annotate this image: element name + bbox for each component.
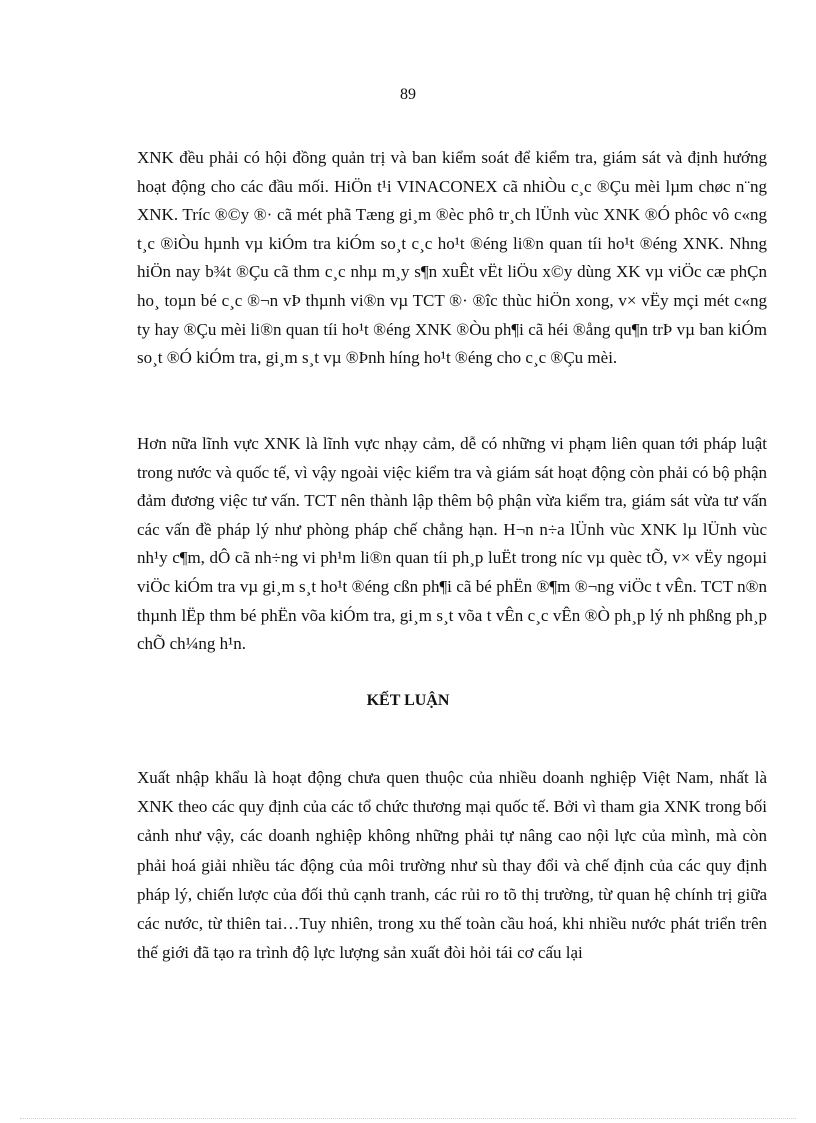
body-paragraph-3: Xuất nhập khẩu là hoạt động chưa quen thuộc của nhiều doanh nghiệp Việt Nam, nhất là XNK theo các quy định của các tổ chức thương mại quốc tế. Bởi vì tham gia XNK trong bối cảnh như vậy, các doanh nghiệp không những phải tự nâng cao nội lực của mình, mà còn phải hoá giải nhiều tác động của môi trường như sù thay đổi và chế định của các quy định pháp lý, chiến lược của đối thủ cạnh tranh, các rủi ro tõ thị trường, từ quan hệ chính trị giữa các nước, từ thiên tai…Tuy nhiên, trong xu thế toàn cầu hoá, khi nhiều nước phát triển trên thế giới đã tạo ra trình độ lực lượng sản xuất đòi hỏi tái cơ cấu lại [137,768,767,963]
body-paragraph-2: Hơn nữa lĩnh vực XNK là lĩnh vực nhạy cảm, dễ có những vi phạm liên quan tới pháp luật trong nước và quốc tế, vì vậy ngoài việc kiểm tra và giám sát hoạt động còn phải có bộ phận đảm đương việc tư vấn. TCT nên thành lập thêm bộ phận vừa kiểm tra, giám sát vừa tư vấn các vấn đề pháp lý như phòng pháp chế chẳng hạn. H¬n n÷a lÜnh vùc XNK lµ lÜnh vùc nh¹y c¶m, dÔ cã nh÷ng vi ph¹m li®n quan tíi ph¸p luËt trong níc vµ quèc tÕ, v× vËy ngoµi viÖc kiÓm tra vµ gi¸m s¸t ho¹t ®éng cßn ph¶i cã bé phËn ®¶m ®¬ng viÖc t vÊn. TCT n®n thµnh lËp thm bé phËn võa kiÓm tra, gi¸m s¸t võa t vÊn c¸c vÊn ®Ò ph¸p lý nh phßng ph¸p chÕ ch¼ng h¹n. [137,434,767,654]
body-paragraph-1: XNK đều phải có hội đồng quản trị và ban kiểm soát để kiểm tra, giám sát và định hướng hoạt động cho các đầu mối. HiÖn t¹i VINACONEX cã nhiÒu c¸c ®Çu mèi lµm chøc n¨ng XNK. Tríc ®©y ®· cã mét phã Tæng gi¸m ®èc phô tr¸ch lÜnh vùc XNK ®Ó phôc vô c«ng t¸c ®iÒu hµnh vµ kiÓm tra kiÓm so¸t c¸c ho¹t ®éng li®n quan tíi ho¹t ®éng XNK. Nhng hiÖn nay b¾t ®Çu cã thm c¸c nhµ m¸y s¶n xuÊt vËt liÖu x©y dùng XK vµ viÖc cæ phÇn ho¸ toµn bé c¸c ®¬n vÞ thµnh vi®n vµ TCT ®· ®îc thùc hiÖn xong, v× vËy mçi mét c«ng ty hay ®Çu mèi li®n quan tíi ho¹t ®éng XNK ®Òu ph¶i cã héi ®ång qu¶n trÞ vµ ban kiÓm so¸t ®Ó kiÓm tra, gi¸m s¸t vµ ®Þnh híng ho¹t ®éng cho c¸c ®Çu mèi. [137,148,767,368]
page-number: 89 [400,86,416,103]
footer-divider [20,1118,796,1119]
section-heading-conclusion: KẾT LUẬN [366,692,450,709]
